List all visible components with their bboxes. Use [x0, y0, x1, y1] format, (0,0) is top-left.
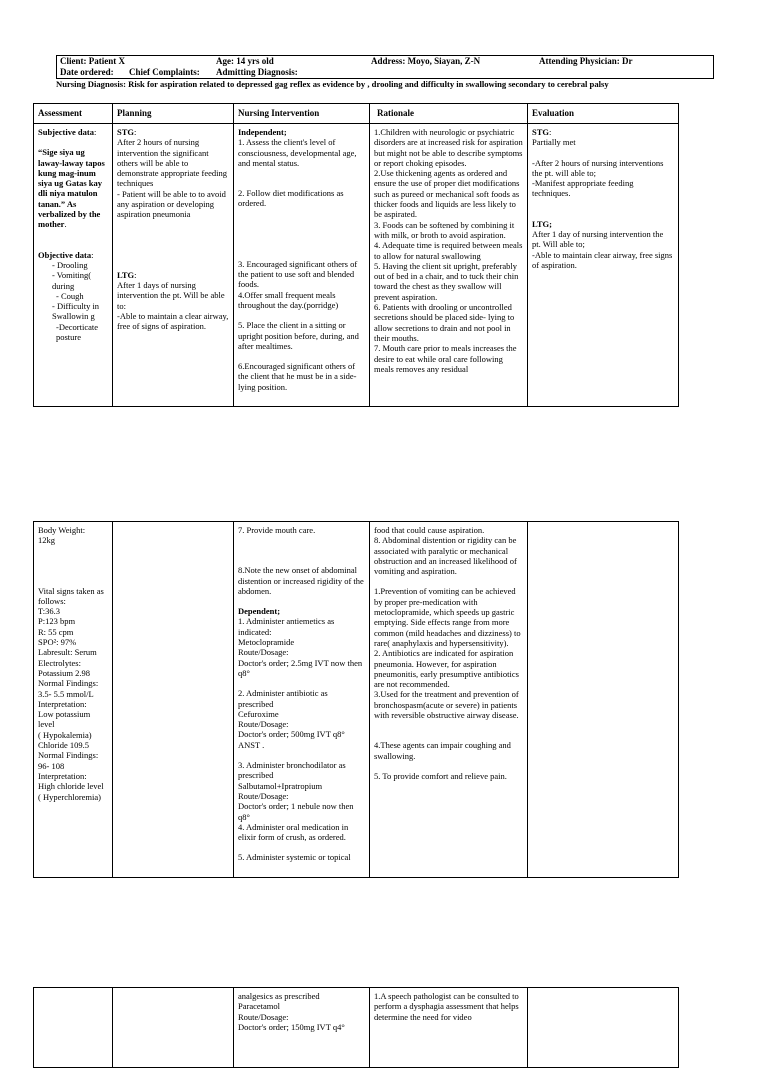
intervention-cell — [234, 988, 370, 1068]
ltg-item: -Able to maintain a clear airway, free of signs of aspiration. — [117, 310, 229, 332]
care-plan-table-1 — [33, 103, 679, 407]
evaluation-cell: STG: Partially met -After 2 hours of nursing interventions the pt. will able to; -Manifest appropriate feeding techniques. LTG; After 1 day of nursing intervention the pt. Will able to; -Able to maintain clear airway, free signs of aspiration. — [528, 124, 679, 407]
intervention-item: 5. Administer systemic or topical — [238, 852, 351, 863]
list-item: - Difficulty in Swallowin g — [52, 301, 100, 322]
rationale-item: 2. Antibiotics are indicated for aspiration pneumonia. However, for aspiration pneumonitis, early presumptive antibiotics are not recommended. — [374, 648, 519, 690]
planning-cell — [113, 522, 234, 878]
care-plan-table-3 — [33, 987, 679, 1068]
intervention-cell — [234, 522, 370, 878]
stg-label: STG — [117, 127, 135, 137]
column-assessment: Assessment — [34, 104, 113, 124]
spo2: SPO²: 97% — [38, 637, 77, 648]
drug-name: Paracetamol — [238, 1001, 281, 1012]
doctors-order: Doctor's order; 500mg IVT q8° ANST . — [238, 729, 345, 750]
physician-field: Attending Physician: Dr — [539, 56, 633, 66]
doctors-order: Doctor's order; 150mg IVT q4° — [238, 1021, 345, 1032]
care-plan-table-2 — [33, 521, 679, 878]
rationale-cell — [370, 988, 528, 1068]
rationale-cell — [370, 124, 528, 407]
potassium: Potassium 2.98 — [38, 667, 90, 678]
intervention-item: 4. Administer oral medication in elixir form of crush, as ordered. — [238, 821, 349, 843]
stg-item: - Patient will be able to to avoid any aspiration or developing aspiration pneumonia — [117, 188, 226, 220]
column-header-row — [34, 104, 679, 124]
rationale-item: 8. Abdominal distention or rigidity can be associated with paralytic or mechanical obstruction and an increased likelihood of vomiting and aspiration. — [374, 535, 517, 577]
route-dosage-label: Route/Dosage: — [238, 719, 289, 730]
route-dosage-label: Route/Dosage: — [238, 647, 289, 658]
intervention-cell — [234, 124, 370, 407]
age-field: Age: 14 yrs old — [216, 56, 274, 66]
planning-cell: STG: After 2 hours of nursing intervention the significant others will be able to demonstrate appropriate feeding techniques - Patient will be able to to avoid any aspiration or developing aspiration pneumonia LTG: After 1 days of nursing intervention the pt. Will be able to: -Able to maintain a clear airway, free of signs of aspiration. — [113, 124, 234, 407]
body-weight-label: Body Weight: — [38, 525, 86, 535]
eval-ltg-text: After 1 day of nursing intervention the pt. Will able to; — [532, 229, 664, 250]
list-item: -Decorticate posture — [56, 321, 98, 343]
rationale-item: 5. Having the client sit upright, preferably out of bed in a chair, and to tuck their chin toward the chest as they swallow will prevent aspiration. — [374, 260, 519, 302]
body-weight-value: 12kg — [38, 535, 55, 546]
interpretation-label: Interpretation: — [38, 698, 87, 709]
interpretation-label: Interpretation: — [38, 770, 87, 781]
address-field: Address: Moyo, Siayan, Z-N — [371, 56, 481, 66]
interpretation: High chloride level — [38, 781, 104, 792]
intervention-item: 3. Encouraged significant others of the patient to use soft and blended foods. — [238, 258, 358, 290]
objective-label: Objective data — [38, 249, 92, 260]
pulse: P:123 bpm — [38, 616, 76, 627]
mother-quote: “Sige siya ug laway-laway tapos kung mag-inum siya ug Gatas kay dli niya matulon tanan.” As verbalized by the mother — [38, 147, 105, 230]
intervention-item: 3. Administer bronchodilator as prescribed — [238, 760, 346, 781]
table-row — [34, 522, 679, 878]
ltg-label: LTG — [117, 269, 135, 280]
hyperchloremia: ( Hyperchloremia) — [38, 791, 102, 802]
planning-cell — [113, 988, 234, 1068]
drug-name: Cefuroxime — [238, 708, 279, 719]
table-row — [34, 988, 679, 1068]
column-intervention: Nursing Intervention — [234, 104, 370, 124]
rationale-item: 3. Foods can be softened by combining it with milk, or broth to avoid aspiration. — [374, 219, 515, 240]
rationale-item: food that could cause aspiration. — [374, 525, 485, 535]
normal-findings: Normal Findings: — [38, 750, 99, 761]
nursing-diagnosis: Nursing Diagnosis: Risk for aspiration related to depressed gag reflex as evidence by , drooling and difficulty in swallowing secondary to cerebral palsy — [56, 79, 609, 89]
rationale-item: 5. To provide comfort and relieve pain. — [374, 770, 507, 781]
normal-findings: Normal Findings: 3.5- 5.5 mmol/L — [38, 678, 99, 699]
route-dosage-label: Route/Dosage: — [238, 1011, 289, 1022]
lab-result-label: Labresult: Serum Electrolytes: — [38, 647, 97, 668]
rationale-item: 3.Used for the treatment and prevention of bronchospasm(acute or severe) in patients with reversible obstructive airway disease. — [374, 689, 519, 721]
hypokalemia: ( Hypokalemia) — [38, 729, 92, 740]
rationale-item: 1.Prevention of vomiting can be achieved by proper pre-medication with metoclopramide, which speeds up gastric emptying. Side effects range from more common (mild headaches and dizziness) to rare( anaphylaxis and hypersensitivity). — [374, 586, 521, 648]
independent-label: Independent; — [238, 127, 287, 137]
eval-ltg-label: LTG; — [532, 218, 553, 229]
intervention-item: 1. Assess the client's level of consciousness, developmental age, and mental status. — [238, 137, 357, 168]
temperature: T:36.3 — [38, 606, 61, 617]
chloride: Chloride 109.5 — [38, 740, 89, 751]
normal-findings-value: 96- 108 — [38, 760, 65, 771]
admitting-diagnosis-label: Admitting Diagnosis: — [216, 67, 298, 77]
chief-complaints-label: Chief Complaints: — [129, 67, 200, 77]
intervention-item: 4.Offer small frequent meals throughout the day.(porridge) — [238, 289, 339, 310]
assessment-cell: Subjective data: “Sige siya ug laway-laway tapos kung mag-inum siya ug Gatas kay dli niya matulon tanan.” As verbalized by the mother. Objective data: - Drooling - Vomiting( during - Cough - Difficulty in Swallowin g -Decorticate posture — [34, 124, 113, 407]
list-item: - Drooling — [52, 259, 88, 270]
intervention-item: 1. Administer antiemetics as indicated: — [238, 616, 335, 637]
rationale-item: 4.These agents can impair coughing and swallowing. — [374, 740, 511, 761]
intervention-item: 2. Follow diet modifications as ordered. — [238, 188, 344, 209]
interpretation: Low potassium level — [38, 709, 91, 730]
subjective-label: Subjective data — [38, 127, 94, 137]
route-dosage-label: Route/Dosage: — [238, 790, 289, 801]
rationale-item: 1.Children with neurologic or psychiatric disorders are at increased risk for aspiration but might not be able to describe symptoms or report choking episodes. — [374, 127, 523, 168]
rationale-cell — [370, 522, 528, 878]
list-item: - Cough — [56, 290, 84, 301]
assessment-cell — [34, 988, 113, 1068]
evaluation-cell — [528, 988, 679, 1068]
respiration: R: 55 cpm — [38, 626, 74, 637]
stg-text: After 2 hours of nursing intervention the significant others will be able to demonstrate appropriate feeding techniques — [117, 137, 227, 189]
list-item: - Vomiting( during — [52, 270, 92, 291]
drug-name: Metoclopramide — [238, 637, 295, 648]
date-ordered-label: Date ordered: — [60, 67, 114, 77]
drug-name: Salbutamol+Ipratropium — [238, 780, 323, 791]
rationale-item: 7. Mouth care prior to meals increases the desire to eat while oral care following meals removes any residual — [374, 343, 517, 374]
eval-stg-text: -After 2 hours of nursing interventions the pt. will able to; — [532, 157, 664, 178]
intervention-item: 2. Administer antibiotic as prescribed — [238, 688, 328, 709]
intervention-item: 5. Place the client in a sitting or upright position before, during, and after mealtimes. — [238, 320, 359, 351]
ltg-text: After 1 days of nursing intervention the pt. Will be able to: — [117, 279, 225, 311]
dependent-label: Dependent; — [238, 606, 281, 617]
intervention-item: 6.Encouraged significant others of the client that he must be in a side- lying position. — [238, 361, 357, 392]
eval-ltg-item: -Able to maintain clear airway, free signs of aspiration. — [532, 249, 673, 270]
vital-signs-label: Vital signs taken as follows: — [38, 585, 104, 606]
eval-status: Partially met — [532, 137, 576, 148]
intervention-item: 7. Provide mouth care. — [238, 525, 316, 535]
assessment-cell — [34, 522, 113, 878]
evaluation-cell — [528, 522, 679, 878]
table-row — [34, 124, 679, 407]
doctors-order: Doctor's order; 1 nebule now then q8° — [238, 801, 354, 822]
client-field: Client: Patient X — [60, 56, 125, 66]
column-planning: Planning — [113, 104, 234, 124]
eval-stg-item: -Manifest appropriate feeding techniques. — [532, 178, 634, 199]
intervention-item: analgesics as prescribed — [238, 991, 320, 1001]
rationale-item: 1.A speech pathologist can be consulted to perform a dysphagia assessment that helps determine the need for video — [374, 991, 519, 1022]
column-evaluation: Evaluation — [528, 104, 679, 124]
rationale-item: 6. Patients with drooling or uncontrolled secretions should be placed side- lying to allow secretions to drain and not pool in their mouths. — [374, 302, 515, 343]
rationale-item: 4. Adequate time is required between meals to allow for natural swallowing — [374, 240, 523, 261]
eval-stg-label: STG — [532, 127, 550, 137]
intervention-item: 8.Note the new onset of abdominal distention or increased rigidity of the abdomen. — [238, 565, 364, 596]
column-rationale: Rationale — [370, 104, 528, 124]
doctors-order: Doctor's order; 2.5mg IVT now then q8° — [238, 657, 363, 678]
rationale-item: 2.Use thickening agents as ordered and ensure the use of proper diet modifications such as pureed or mechanical soft foods as thicker foods and liquids are less likely to be aspirated. — [374, 168, 520, 220]
